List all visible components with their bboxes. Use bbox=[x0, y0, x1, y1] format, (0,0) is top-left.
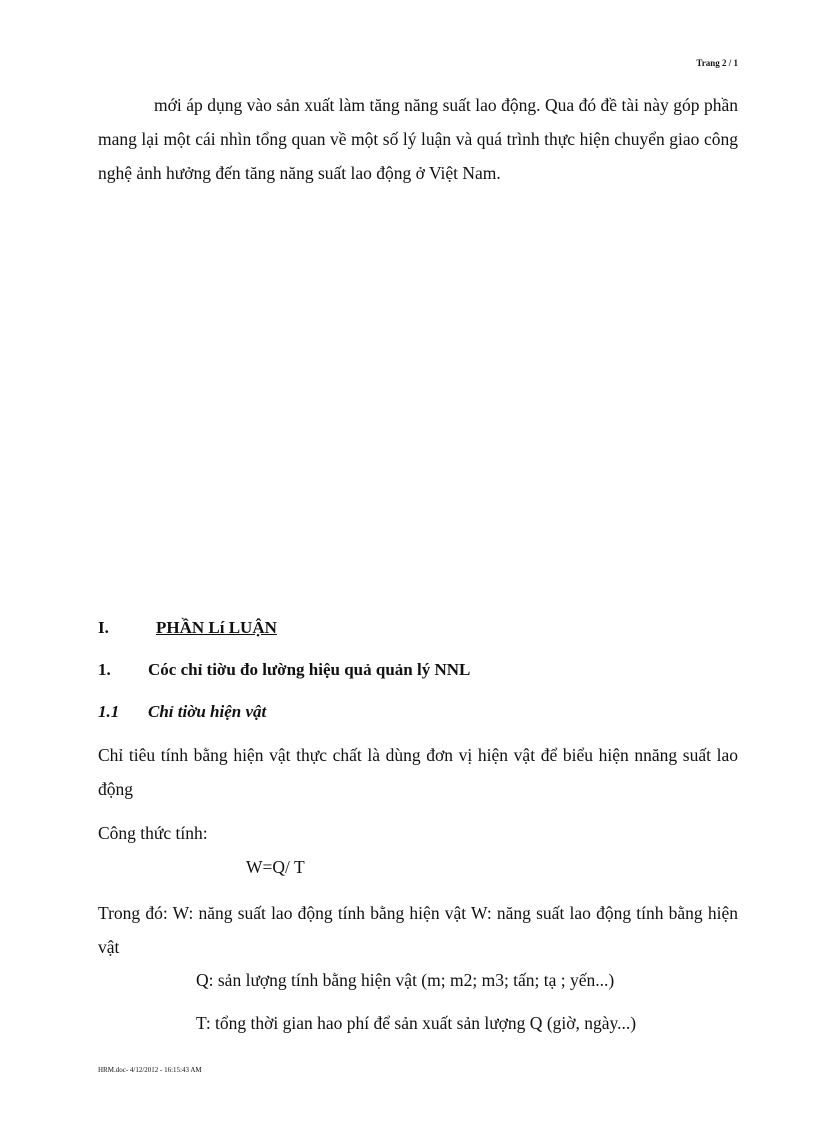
definition-t: T: tổng thời gian hao phí để sản xuất sản lượng Q (giờ, ngày...) bbox=[196, 1013, 637, 1033]
formula: W=Q/ T bbox=[246, 857, 305, 877]
subsection-number: 1. bbox=[98, 660, 111, 679]
section-title: PHẦN Lí LUẬN bbox=[156, 618, 277, 637]
body-paragraph-where: Trong đó: W: năng suất lao động tính bằng hiện vật W: năng suất lao động tính bằng hiện vật bbox=[98, 903, 738, 957]
page-number: Trang 2 / 1 bbox=[696, 58, 738, 68]
subsection-heading bbox=[98, 660, 470, 680]
intro-paragraph: mới áp dụng vào sản xuất làm tăng năng suất lao động. Qua đó đề tài này góp phần mang lại một cái nhìn tổng quan về một số lý luận và quá trình thực hiện chuyển giao công nghệ ảnh hưởng đến tăng năng suất lao động ở Việt Nam. bbox=[98, 95, 738, 183]
footer: HRM.doc- 4/12/2012 - 16:15:43 AM bbox=[98, 1066, 202, 1074]
subsubsection-title: Chỉ tiờu hiện vật bbox=[148, 702, 267, 721]
definition-q: Q: sản lượng tính bằng hiện vật (m; m2; m3; tấn; tạ ; yến...) bbox=[196, 970, 615, 990]
body-paragraph-definition: Chỉ tiêu tính bằng hiện vật thực chất là dùng đơn vị hiện vật để biểu hiện nnăng suất lao động bbox=[98, 745, 738, 799]
subsubsection-heading bbox=[98, 702, 266, 722]
subsubsection-number: 1.1 bbox=[98, 702, 120, 721]
section-number: I. bbox=[98, 618, 109, 637]
subsection-title: Cóc chỉ tiờu đo lường hiệu quả quản lý NNL bbox=[148, 660, 471, 679]
section-heading bbox=[98, 618, 277, 638]
body-paragraph-formula-intro: Công thức tính: bbox=[98, 823, 208, 843]
